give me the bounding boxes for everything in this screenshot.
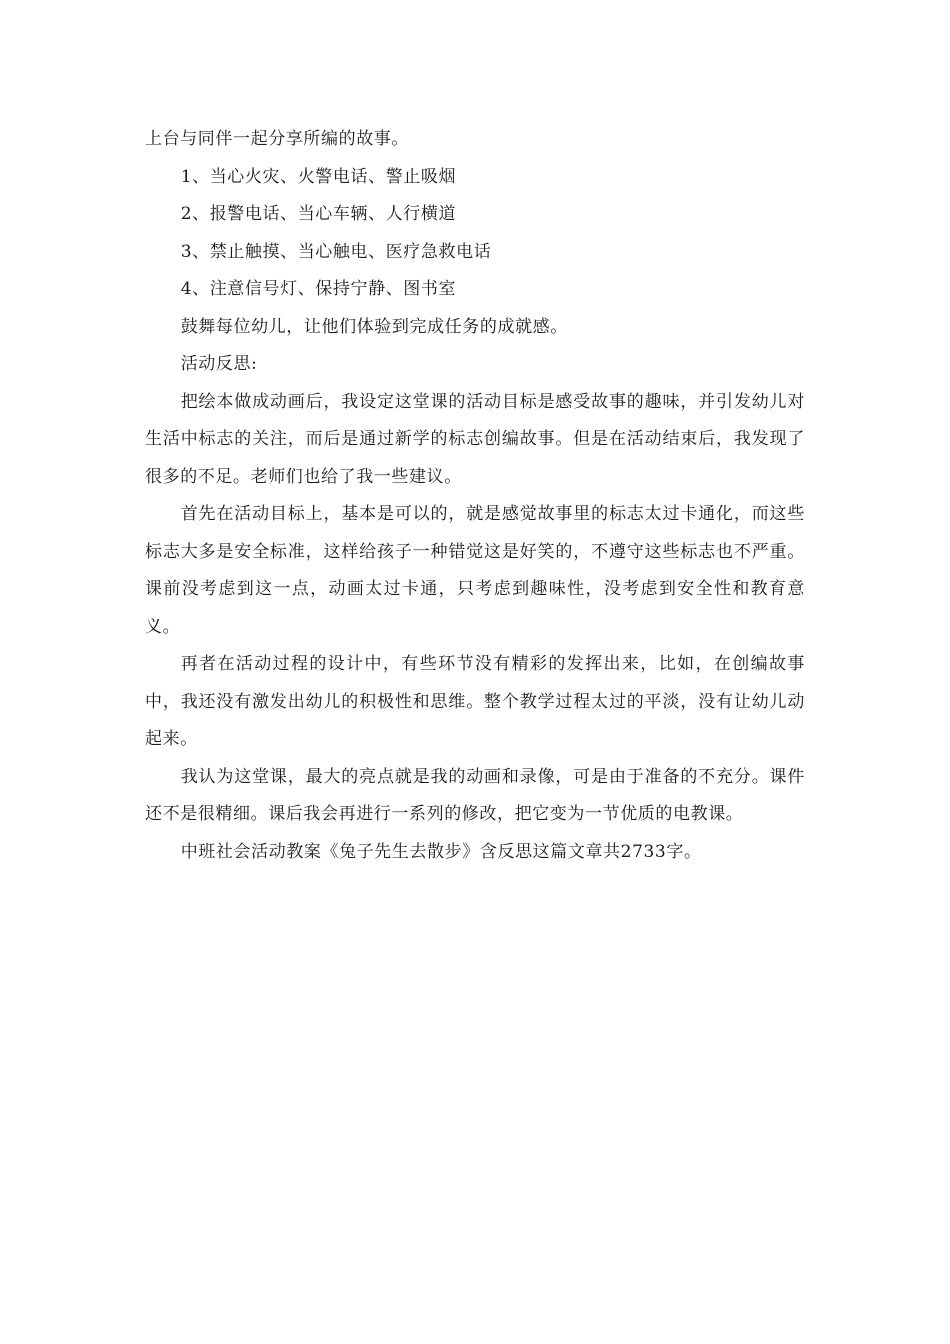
- paragraph-word-count: 中班社会活动教案《兔子先生去散步》含反思这篇文章共2733字。: [180, 841, 702, 862]
- paragraph-reflection-4: 我认为这堂课，最大的亮点就是我的动画和录像，可是由于准备的不充分。课件还不是很精细。课后我会再进行一系列的修改，把它变为一节优质的电教课。: [145, 766, 805, 824]
- section-heading-reflection: 活动反思:: [180, 354, 258, 374]
- paragraph-reflection-1: 把绘本做成动画后，我设定这堂课的活动目标是感受故事的趣味，并引发幼儿对生活中标志的关注，而后是通过新学的标志创编故事。但是在活动结束后，我发现了很多的不足。老师们也给了我一些建议。: [145, 391, 805, 487]
- list-item-1: 1、当心火灾、火警电话、警止吸烟: [180, 166, 457, 187]
- list-item-2: 2、报警电话、当心车辆、人行横道: [180, 204, 457, 224]
- paragraph-reflection-3: 再者在活动过程的设计中，有些环节没有精彩的发挥出来，比如，在创编故事中，我还没有激发出幼儿的积极性和思维。整个教学过程太过的平淡，没有让幼儿动起来。: [145, 654, 805, 749]
- document-body: [145, 121, 805, 871]
- list-item-4: 4、注意信号灯、保持宁静、图书室: [180, 279, 457, 299]
- paragraph-continuation: 上台与同伴一起分享所编的故事。: [145, 129, 409, 149]
- list-item-3: 3、禁止触摸、当心触电、医疗急救电话: [180, 241, 492, 262]
- paragraph-reflection-2: 首先在活动目标上，基本是可以的，就是感觉故事里的标志太过卡通化，而这些标志大多是安全标准，这样给孩子一种错觉这是好笑的，不遵守这些标志也不严重。课前没考虑到这一点，动画太过卡通，只考虑到趣味性，没考虑到安全性和教育意义。: [145, 504, 805, 637]
- paragraph-encourage: 鼓舞每位幼儿，让他们体验到完成任务的成就感。: [180, 316, 568, 337]
